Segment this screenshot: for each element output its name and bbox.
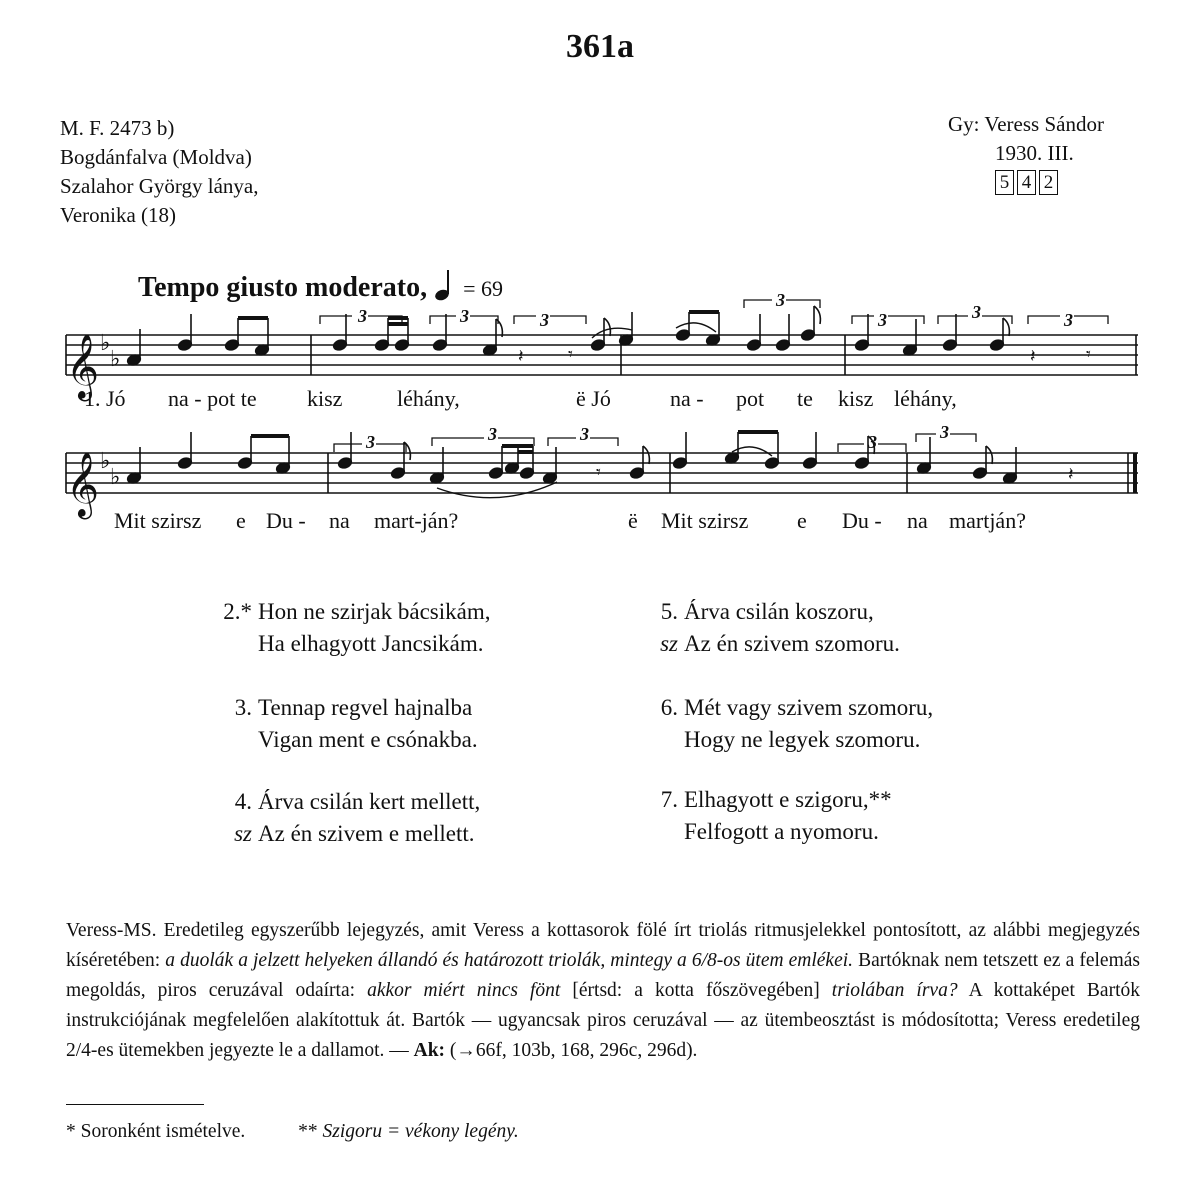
verse-line: Hon ne szirjak bácsikám, <box>258 599 491 624</box>
verse-7 <box>636 784 892 848</box>
lyric-syllable: martján? <box>949 508 1026 533</box>
svg-text:♭: ♭ <box>110 347 121 372</box>
source-archive-id: M. F. 2473 b) <box>60 116 175 140</box>
verse-number: 2.* <box>223 599 252 624</box>
cadence-box: 2 <box>1039 170 1058 195</box>
triplet-number: 3 <box>580 424 589 444</box>
lyric-syllable: na <box>907 508 928 533</box>
lyric-syllable: mart-ján? <box>374 508 459 533</box>
svg-text:𝄽: 𝄽 <box>1030 346 1036 367</box>
note-reference-label: Ak: <box>413 1040 446 1061</box>
verse-number: 7. <box>660 787 678 812</box>
triplet-brackets <box>320 300 1108 452</box>
source-singer-name: Veronika (18) <box>60 203 177 227</box>
triplet-number: 3 <box>972 302 981 322</box>
note-quote: a duolák a jelzett helyeken állandó és határozott triolák, mintegy a 6/8-os ütem emlékei. <box>165 950 854 971</box>
lyric-syllable: e <box>236 508 246 533</box>
lyric-syllable: Du - <box>266 508 306 533</box>
lyric-syllable: Du - <box>842 508 882 533</box>
lyric-syllable: 1. Jó <box>84 386 126 411</box>
verse-number: 5. <box>660 599 678 624</box>
verse-line: Az én szivem szomoru. <box>684 631 900 656</box>
verse-line: Tennap regvel hajnalba <box>258 695 473 720</box>
lyric-syllable: léhány, <box>894 386 957 411</box>
triplet-number: 3 <box>878 310 887 330</box>
footnote-2: Szigoru = vékony legény. <box>322 1121 519 1142</box>
treble-clef-icon: 𝄞 <box>66 452 100 517</box>
triplet-numbers <box>357 290 1073 452</box>
triplet-number: 3 <box>940 422 949 442</box>
triplet-number: 3 <box>776 290 785 310</box>
bar-lines <box>66 335 1136 493</box>
lyric-syllable: léhány, <box>397 386 460 411</box>
lyric-syllable: ë Jó <box>576 386 611 411</box>
editorial-note <box>66 916 1140 1066</box>
note-text: A kottaképet Bartók instrukciójának megfelelően alakítottuk át. Bartók — ugyancsak piros ceruzával — az ütembeosztást is módosította; Veress eredetileg 2/4-es ütemekben jegyezte le a dallamot. — <box>66 980 1140 1061</box>
verse-line: Árva csilán koszoru, <box>684 599 874 624</box>
footnotes <box>66 1121 519 1143</box>
verse-line: Az én szivem e mellett. <box>258 821 475 846</box>
svg-text:𝄾: 𝄾 <box>568 344 573 365</box>
footnote-2-mark: ** <box>298 1121 318 1142</box>
svg-text:♭: ♭ <box>110 465 121 490</box>
collection-date: 1930. III. <box>995 141 1074 165</box>
lyric-syllable: na - pot te <box>168 386 257 411</box>
footnote-divider <box>66 1104 204 1105</box>
verse-line: Elhagyott e szigoru,** <box>684 787 892 812</box>
verse-prefix: sz <box>234 821 252 846</box>
lyric-syllable: Mit szirsz <box>114 508 202 533</box>
note-quote: triolában írva? <box>831 980 958 1001</box>
notes-line-1 <box>126 306 1004 367</box>
svg-text:𝄽: 𝄽 <box>518 346 524 367</box>
verse-3 <box>210 692 478 756</box>
verse-number: 6. <box>660 695 678 720</box>
lyric-syllable: kisz <box>838 386 874 411</box>
triplet-number: 3 <box>358 306 367 326</box>
lyric-syllable: kisz <box>307 386 343 411</box>
verse-prefix: sz <box>660 631 678 656</box>
svg-text:♭: ♭ <box>100 449 111 474</box>
note-text: Bartóknak nem tetszett ez a felemás megoldás, piros ceruzával odaírta: <box>66 950 1140 1001</box>
metronome-value: = 69 <box>463 276 503 301</box>
lyric-syllable: te <box>797 386 813 411</box>
verse-line: Árva csilán kert mellett, <box>258 789 481 814</box>
verse-6 <box>636 692 933 756</box>
note-text: [értsd: a kotta főszövegében] <box>560 980 832 1001</box>
svg-text:𝄽: 𝄽 <box>1068 464 1074 485</box>
page-title: 361a <box>566 28 634 65</box>
verse-line: Felfogott a nyomoru. <box>684 819 879 844</box>
triplet-number: 3 <box>488 424 497 444</box>
note-text: Veress-MS. Eredetileg egyszerűbb lejegyzés, amit Veress a kottasorok fölé írt triolás ritmusjelekkel pontosított, az alábbi megjegyzés kíséretében: <box>66 920 1140 971</box>
verse-line: Vigan ment e csónakba. <box>258 727 478 752</box>
tempo-text: Tempo giusto moderato, <box>138 272 428 303</box>
lyric-syllable: na <box>329 508 350 533</box>
verse-line: Hogy ne legyek szomoru. <box>684 727 921 752</box>
lyric-syllable: e <box>797 508 807 533</box>
triplet-number: 3 <box>460 306 469 326</box>
source-location: Bogdánfalva (Moldva) <box>60 145 252 169</box>
cadence-box: 5 <box>995 170 1014 195</box>
treble-clef-icon: 𝄞 <box>66 334 100 399</box>
collector-name: Gy: Veress Sándor <box>948 112 1104 136</box>
note-quote: akkor miért nincs fönt <box>367 980 561 1001</box>
verse-number: 4. <box>234 789 252 814</box>
triplet-number: 3 <box>868 432 877 452</box>
source-singer: Szalahor György lánya, <box>60 174 259 198</box>
note-references: (→66f, 103b, 168, 296c, 296d). <box>445 1040 698 1061</box>
triplet-number: 3 <box>540 310 549 330</box>
verse-4 <box>210 786 480 850</box>
lyric-syllable: ë <box>628 508 638 533</box>
verse-5 <box>636 596 900 660</box>
verse-2 <box>210 596 490 660</box>
svg-text:𝄾: 𝄾 <box>1086 344 1091 365</box>
notes-line-2 <box>126 432 1017 485</box>
lyric-syllable: pot <box>736 386 765 411</box>
verse-number: 3. <box>234 695 252 720</box>
svg-text:𝄾: 𝄾 <box>596 462 601 483</box>
verse-line: Ha elhagyott Jancsikám. <box>258 631 484 656</box>
verse-line: Mét vagy szivem szomoru, <box>684 695 934 720</box>
svg-text:♭: ♭ <box>100 331 111 356</box>
triplet-number: 3 <box>1064 310 1073 330</box>
triplet-number: 3 <box>366 432 375 452</box>
footnote-1: * Soronként ismételve. <box>66 1121 246 1142</box>
lyric-syllable: na - <box>670 386 704 411</box>
lyric-syllable: Mit szirsz <box>661 508 749 533</box>
cadence-box: 4 <box>1017 170 1036 195</box>
